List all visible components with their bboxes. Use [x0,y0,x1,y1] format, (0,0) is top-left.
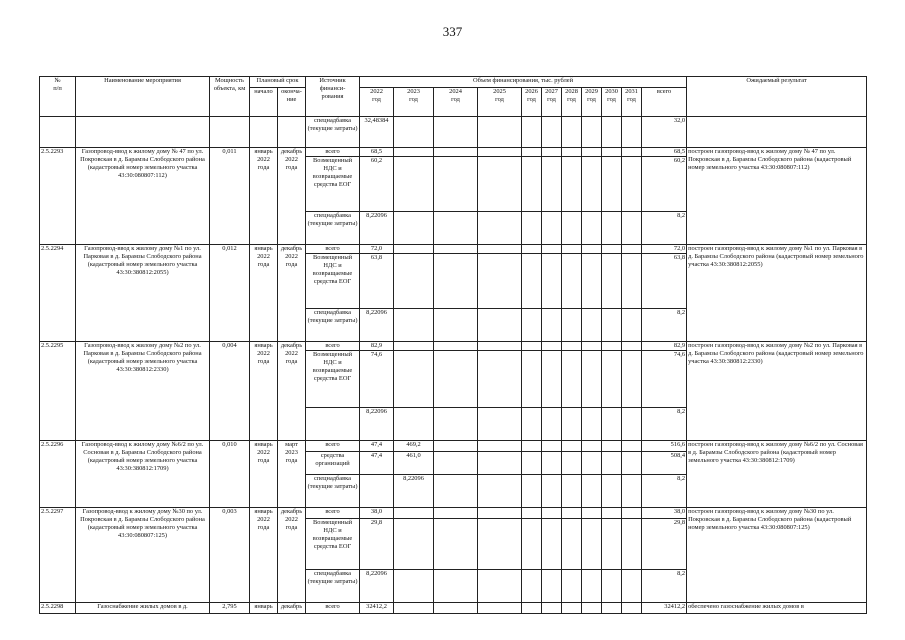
value-total: 68,5 [642,148,687,157]
record-num: 2.5.2293 [40,148,76,245]
value-empty [562,212,582,245]
record-capacity: 0,004 [210,342,250,441]
funding-source: Возмещенный НДС и возвращаемые средства ЕОГ [306,519,360,570]
value-total: 516,6 [642,441,687,452]
value-empty [542,157,562,212]
record-num: 2.5.2294 [40,245,76,342]
value-total: 8,2 [642,309,687,342]
value-empty [478,441,522,452]
value-empty [562,603,582,614]
value-total: 508,4 [642,452,687,475]
value-total: 8,2 [642,570,687,603]
value-empty [622,342,642,351]
value-empty [602,603,622,614]
empty-cell [278,117,306,148]
header-year: 2031 год [622,88,642,117]
record-capacity: 0,010 [210,441,250,508]
value-2022: 8,22096 [360,408,394,441]
value-empty [434,309,478,342]
record-name: Газоснабжение жилых домов в д. [76,603,210,614]
value-empty [522,351,542,408]
value-2023 [394,351,434,408]
funding-source: всего [306,603,360,614]
value-empty [478,508,522,519]
funding-source: спецнадбавка (текущие затраты) [306,117,360,148]
value-2023 [394,309,434,342]
value-2022: 8,22096 [360,309,394,342]
header-term-start: начало [250,88,278,117]
value-empty [602,157,622,212]
header-year: 2027 год [542,88,562,117]
value-empty [478,157,522,212]
value-2022: 68,5 [360,148,394,157]
value-empty [562,519,582,570]
value-empty [562,508,582,519]
value-empty [434,452,478,475]
value-empty [562,475,582,508]
value-empty [542,245,562,254]
table-body [40,117,867,614]
value-empty [622,245,642,254]
value-empty [522,508,542,519]
value-empty [542,342,562,351]
value-empty [478,148,522,157]
header-year: 2022 год [360,88,394,117]
value-2022 [360,475,394,508]
result-cell [687,117,867,148]
record-end: декабрь 2022 года [278,245,306,342]
value-empty [602,508,622,519]
value-2022: 47,4 [360,441,394,452]
value-empty [562,570,582,603]
table-row [40,245,867,254]
value-2022: 8,22096 [360,212,394,245]
table-row [40,117,867,148]
value-empty [522,148,542,157]
value-empty [582,254,602,309]
value-empty [602,148,622,157]
value-empty [602,212,622,245]
value-empty [582,452,602,475]
value-empty [582,408,602,441]
value-empty [542,519,562,570]
value-2023: 461,0 [394,452,434,475]
header-year: 2024 год [434,88,478,117]
record-end: декабрь 2022 года [278,148,306,245]
record-name: Газопровод-ввод к жилому дому № 47 по ул. Покровская в д. Барамзы Слободского района (кадастровый номер земельного участка 43:30:080807:112) [76,148,210,245]
value-total: 63,8 [642,254,687,309]
value-empty [582,309,602,342]
value-empty [542,309,562,342]
value-2023 [394,117,434,148]
value-2023 [394,245,434,254]
value-2022: 32,48384 [360,117,394,148]
value-empty [522,254,542,309]
value-empty [434,519,478,570]
value-empty [478,342,522,351]
value-empty [434,570,478,603]
value-empty [434,157,478,212]
value-2022: 38,0 [360,508,394,519]
value-empty [478,117,522,148]
value-total: 8,2 [642,475,687,508]
record-end: декабрь [278,603,306,614]
value-2023 [394,157,434,212]
value-2022: 72,0 [360,245,394,254]
value-empty [582,117,602,148]
empty-cell [210,117,250,148]
value-empty [562,408,582,441]
value-empty [602,452,622,475]
value-empty [522,408,542,441]
record-num: 2.5.2295 [40,342,76,441]
record-name: Газопровод-ввод к жилому дому №2 по ул. Парковая в д. Барамзы Слободского района (кадастровый номер земельного участка 43:30:380812:2330) [76,342,210,441]
value-empty [478,254,522,309]
value-empty [434,441,478,452]
value-empty [562,441,582,452]
value-empty [542,452,562,475]
value-empty [562,245,582,254]
value-2022: 47,4 [360,452,394,475]
value-empty [434,508,478,519]
header-year: 2029 год [582,88,602,117]
value-empty [434,408,478,441]
header-year: 2025 год [478,88,522,117]
value-empty [622,452,642,475]
value-empty [602,351,622,408]
value-empty [622,519,642,570]
value-empty [562,254,582,309]
value-2023 [394,570,434,603]
value-empty [542,408,562,441]
record-name: Газопровод-ввод к жилому дому №6/2 по ул. Сосновая в д. Барамзы Слободского района (кадастровый номер земельного участка 43:30:380812:1709) [76,441,210,508]
record-num: 2.5.2298 [40,603,76,614]
value-empty [622,408,642,441]
value-2022: 29,8 [360,519,394,570]
value-empty [522,452,542,475]
value-empty [478,212,522,245]
value-total: 38,0 [642,508,687,519]
value-empty [622,148,642,157]
value-empty [434,603,478,614]
funding-source [306,408,360,441]
financing-table [39,76,867,614]
value-empty [582,351,602,408]
value-total: 60,2 [642,157,687,212]
value-empty [434,148,478,157]
value-2022: 82,9 [360,342,394,351]
value-empty [602,519,622,570]
table-row [40,342,867,351]
value-total: 32412,2 [642,603,687,614]
value-empty [522,570,542,603]
record-result: построен газопровод-ввод к жилому дому №30 по ул. Покровская в д. Барамзы Слободского района (кадастровый номер земельного участка 43:30:080807:125) [687,508,867,603]
value-empty [522,342,542,351]
value-empty [542,351,562,408]
value-empty [622,117,642,148]
value-empty [478,570,522,603]
funding-source: спецнадбавка (текущие затраты) [306,212,360,245]
header-total: всего [642,88,687,117]
value-empty [542,441,562,452]
value-empty [478,452,522,475]
funding-source: спецнадбавка (текущие затраты) [306,475,360,508]
value-2023: 8,22096 [394,475,434,508]
value-empty [542,570,562,603]
value-empty [622,475,642,508]
value-empty [522,117,542,148]
value-empty [622,508,642,519]
header-year: 2026 год [522,88,542,117]
funding-source: всего [306,508,360,519]
value-empty [622,309,642,342]
value-empty [434,254,478,309]
value-empty [434,245,478,254]
funding-source: средства организаций [306,452,360,475]
value-empty [602,475,622,508]
record-start: январь [250,603,278,614]
record-result: обеспечено газоснабжение жилых домов в [687,603,867,614]
value-empty [478,245,522,254]
record-start: январь 2022 года [250,148,278,245]
value-empty [562,342,582,351]
value-empty [602,117,622,148]
value-2023 [394,148,434,157]
value-empty [562,351,582,408]
record-name: Газопровод-ввод к жилому дому №30 по ул. Покровская в д. Барамзы Слободского района (кадастровый номер земельного участка 43:30:080807:125) [76,508,210,603]
funding-source: спецнадбавка (текущие затраты) [306,309,360,342]
value-empty [622,212,642,245]
record-capacity: 2,795 [210,603,250,614]
value-empty [562,117,582,148]
value-2022: 8,22096 [360,570,394,603]
value-2023 [394,408,434,441]
value-empty [562,148,582,157]
header-year: 2030 год [602,88,622,117]
value-empty [562,309,582,342]
record-capacity: 0,011 [210,148,250,245]
value-empty [522,519,542,570]
record-end: март 2023 года [278,441,306,508]
value-empty [582,212,602,245]
value-2023 [394,508,434,519]
value-empty [542,475,562,508]
record-capacity: 0,012 [210,245,250,342]
value-empty [478,519,522,570]
value-2022: 60,2 [360,157,394,212]
empty-cell [40,117,76,148]
header-source: Источник финанси- рования [306,77,360,117]
value-empty [522,475,542,508]
value-empty [522,157,542,212]
value-empty [602,245,622,254]
table-header [40,77,867,117]
value-2023 [394,342,434,351]
value-empty [522,245,542,254]
header-year: 2028 год [562,88,582,117]
value-total: 72,0 [642,245,687,254]
value-empty [562,452,582,475]
record-result: построен газопровод-ввод к жилому дому №2 по ул. Парковая в д. Барамзы Слободского района (кадастровый номер земельного участка 43:30:380812:2330) [687,342,867,441]
record-start: январь 2022 года [250,245,278,342]
value-empty [582,157,602,212]
value-empty [602,254,622,309]
value-empty [622,603,642,614]
value-empty [582,570,602,603]
value-empty [562,157,582,212]
value-empty [582,603,602,614]
table-row [40,148,867,157]
record-end: декабрь 2022 года [278,342,306,441]
value-empty [622,157,642,212]
header-year: 2023 год [394,88,434,117]
value-empty [434,342,478,351]
funding-source: всего [306,245,360,254]
table-row [40,508,867,519]
record-num: 2.5.2297 [40,508,76,603]
funding-source: Возмещенный НДС и возвращаемые средства ЕОГ [306,351,360,408]
value-empty [434,212,478,245]
value-2023 [394,519,434,570]
value-empty [602,309,622,342]
value-total: 8,2 [642,408,687,441]
value-total: 82,9 [642,342,687,351]
value-empty [522,212,542,245]
value-empty [434,351,478,408]
record-name: Газопровод-ввод к жилому дому №1 по ул. Парковая в д. Барамзы Слободского района (кадастровый номер земельного участка 43:30:380812:2055) [76,245,210,342]
record-result: построен газопровод-ввод к жилому дому №6/2 по ул. Сосновая в д. Барамзы Слободского района (кадастровый номер земельного участка 43:30:380812:1709) [687,441,867,508]
value-total: 74,6 [642,351,687,408]
value-total: 8,2 [642,212,687,245]
value-empty [582,148,602,157]
value-empty [434,475,478,508]
value-empty [478,408,522,441]
value-empty [478,475,522,508]
table-row [40,441,867,452]
value-empty [602,570,622,603]
empty-cell [250,117,278,148]
value-empty [622,351,642,408]
funding-source: Возмещенный НДС и возвращаемые средства ЕОГ [306,157,360,212]
header-num: № п/п [40,77,76,117]
header-result: Ожидаемый результат [687,77,867,117]
value-2022: 32412,2 [360,603,394,614]
value-empty [542,117,562,148]
empty-cell [76,117,210,148]
header-volume: Объем финансирования, тыс. рублей [360,77,687,88]
header-name: Наименование мероприятия [76,77,210,117]
value-empty [622,254,642,309]
value-empty [478,603,522,614]
page-number: 337 [442,24,463,39]
record-start: январь 2022 года [250,342,278,441]
header-capacity: Мощность объекта, км [210,77,250,117]
value-empty [602,441,622,452]
value-empty [542,148,562,157]
value-empty [522,309,542,342]
funding-source: всего [306,342,360,351]
value-2023 [394,603,434,614]
record-start: январь 2022 года [250,441,278,508]
value-empty [582,342,602,351]
value-empty [434,117,478,148]
value-total: 29,8 [642,519,687,570]
record-num: 2.5.2296 [40,441,76,508]
funding-source: Возмещенный НДС и возвращаемые средства ЕОГ [306,254,360,309]
value-empty [542,508,562,519]
table-row [40,603,867,614]
value-empty [542,603,562,614]
value-empty [622,441,642,452]
value-empty [622,570,642,603]
funding-source: спецнадбавка (текущие затраты) [306,570,360,603]
value-empty [542,254,562,309]
header-term: Плановый срок [250,77,306,88]
record-end: декабрь 2022 года [278,508,306,603]
value-total: 32,0 [642,117,687,148]
record-result: построен газопровод-ввод к жилому дому №1 по ул. Парковая в д. Барамзы Слободского района (кадастровый номер земельного участка 43:30:380812:2055) [687,245,867,342]
value-empty [602,342,622,351]
value-2022: 63,8 [360,254,394,309]
funding-source: всего [306,148,360,157]
value-2023: 469,2 [394,441,434,452]
value-2023 [394,212,434,245]
value-empty [582,245,602,254]
value-empty [478,309,522,342]
value-2023 [394,254,434,309]
value-empty [602,408,622,441]
value-empty [542,212,562,245]
value-empty [522,603,542,614]
value-2022: 74,6 [360,351,394,408]
record-start: январь 2022 года [250,508,278,603]
record-capacity: 0,003 [210,508,250,603]
record-result: построен газопровод-ввод к жилому дому № 47 по ул. Покровская в д. Барамзы Слободского района (кадастровый номер земельного участка 43:30:080807:112) [687,148,867,245]
value-empty [522,441,542,452]
header-row [40,77,867,88]
funding-source: всего [306,441,360,452]
value-empty [582,441,602,452]
value-empty [582,475,602,508]
header-term-end: оконча- ние [278,88,306,117]
value-empty [582,508,602,519]
value-empty [478,351,522,408]
value-empty [582,519,602,570]
